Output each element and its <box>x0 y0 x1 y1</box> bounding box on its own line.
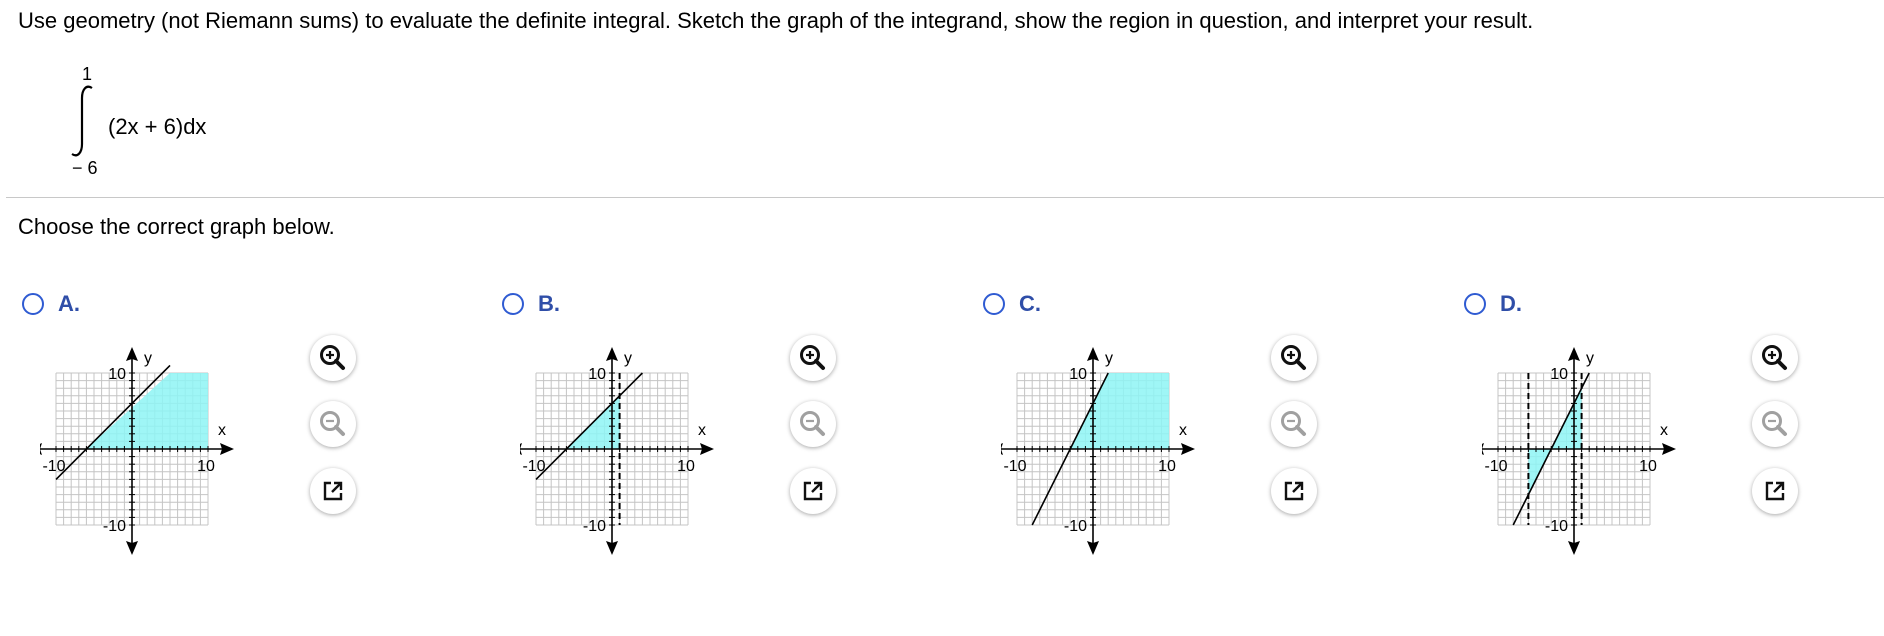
integral-integrand: (2x + 6)dx <box>108 114 207 139</box>
option-b-graph <box>520 330 750 592</box>
zoom-in-icon <box>1752 335 1798 381</box>
y-axis-arrow-down <box>1568 541 1580 555</box>
zoom-out-icon <box>1752 401 1798 447</box>
x-tick-label-min: -10 <box>1484 458 1508 475</box>
integral-expression <box>70 62 270 182</box>
zoom-out-icon <box>310 401 356 447</box>
y-axis-arrow-up <box>1087 347 1099 361</box>
x-tick-label-max: 10 <box>197 458 215 475</box>
y-tick-label-max: 10 <box>1069 366 1087 383</box>
x-axis-arrow-right <box>1662 443 1676 455</box>
option-b-label[interactable]: B. <box>538 291 560 316</box>
integral-sign-icon <box>70 84 98 158</box>
x-axis-arrow-right <box>1181 443 1195 455</box>
x-tick-label-max: 10 <box>1639 458 1657 475</box>
option-b-zoom-in-button[interactable] <box>790 335 836 381</box>
option-c-radio[interactable] <box>983 293 1005 315</box>
option-d-graph <box>1482 330 1712 592</box>
option-d-popout-button[interactable] <box>1752 468 1798 514</box>
popout-icon <box>790 468 836 514</box>
divider <box>6 197 1884 198</box>
option-d-zoom-in-button[interactable] <box>1752 335 1798 381</box>
zoom-in-icon <box>310 335 356 381</box>
y-tick-label-min: -10 <box>582 518 606 535</box>
option-a-radio[interactable] <box>22 293 44 315</box>
option-a[interactable] <box>20 290 350 610</box>
option-a-graph <box>40 330 270 592</box>
y-axis-label: y <box>624 350 632 367</box>
option-c-graph <box>1001 330 1231 592</box>
popout-icon <box>310 468 356 514</box>
y-tick-label-max: 10 <box>1550 366 1568 383</box>
zoom-in-icon <box>1271 335 1317 381</box>
option-c-label[interactable]: C. <box>1019 291 1041 316</box>
option-a-popout-button[interactable] <box>310 468 356 514</box>
y-axis-label: y <box>1586 350 1594 367</box>
integral-upper-limit: 1 <box>82 64 93 84</box>
y-axis-arrow-up <box>126 347 138 361</box>
option-b[interactable] <box>500 290 830 610</box>
integral-lower-limit: − 6 <box>72 158 98 178</box>
x-axis-label: x <box>1660 422 1668 439</box>
y-axis-label: y <box>144 350 152 367</box>
option-b-radio[interactable] <box>502 293 524 315</box>
y-axis-arrow-down <box>1087 541 1099 555</box>
option-c-zoom-out-button[interactable] <box>1271 401 1317 447</box>
y-axis-label: y <box>1105 350 1113 367</box>
y-axis-arrow-up <box>1568 347 1580 361</box>
zoom-out-icon <box>790 401 836 447</box>
option-c[interactable] <box>981 290 1311 610</box>
x-axis-label: x <box>218 422 226 439</box>
x-tick-label-min: -10 <box>522 458 546 475</box>
x-tick-label-min: -10 <box>1003 458 1027 475</box>
option-a-label[interactable]: A. <box>58 291 80 316</box>
option-d-zoom-out-button[interactable] <box>1752 401 1798 447</box>
x-tick-label-min: -10 <box>42 458 66 475</box>
y-tick-label-max: 10 <box>108 366 126 383</box>
x-axis-label: x <box>1179 422 1187 439</box>
y-axis-arrow-down <box>606 541 618 555</box>
option-c-zoom-in-button[interactable] <box>1271 335 1317 381</box>
option-d-radio[interactable] <box>1464 293 1486 315</box>
zoom-in-icon <box>790 335 836 381</box>
option-a-zoom-out-button[interactable] <box>310 401 356 447</box>
question-text: Use geometry (not Riemann sums) to evaluate the definite integral. Sketch the graph of the integrand, show the region in question, and interpret your result. <box>18 8 1534 33</box>
axes <box>520 355 706 547</box>
option-b-zoom-out-button[interactable] <box>790 401 836 447</box>
zoom-out-icon <box>1271 401 1317 447</box>
y-axis-arrow-down <box>126 541 138 555</box>
popout-icon <box>1271 468 1317 514</box>
axes <box>1482 355 1668 547</box>
popout-icon <box>1752 468 1798 514</box>
option-b-popout-button[interactable] <box>790 468 836 514</box>
option-d[interactable] <box>1462 290 1792 610</box>
y-axis-arrow-up <box>606 347 618 361</box>
x-axis-label: x <box>698 422 706 439</box>
choose-prompt: Choose the correct graph below. <box>18 214 335 239</box>
y-tick-label-min: -10 <box>1063 518 1087 535</box>
x-tick-label-max: 10 <box>677 458 695 475</box>
x-tick-label-max: 10 <box>1158 458 1176 475</box>
option-c-popout-button[interactable] <box>1271 468 1317 514</box>
option-a-zoom-in-button[interactable] <box>310 335 356 381</box>
y-tick-label-max: 10 <box>588 366 606 383</box>
x-axis-arrow-right <box>700 443 714 455</box>
option-d-label[interactable]: D. <box>1500 291 1522 316</box>
y-tick-label-min: -10 <box>1544 518 1568 535</box>
x-axis-arrow-right <box>220 443 234 455</box>
y-tick-label-min: -10 <box>102 518 126 535</box>
